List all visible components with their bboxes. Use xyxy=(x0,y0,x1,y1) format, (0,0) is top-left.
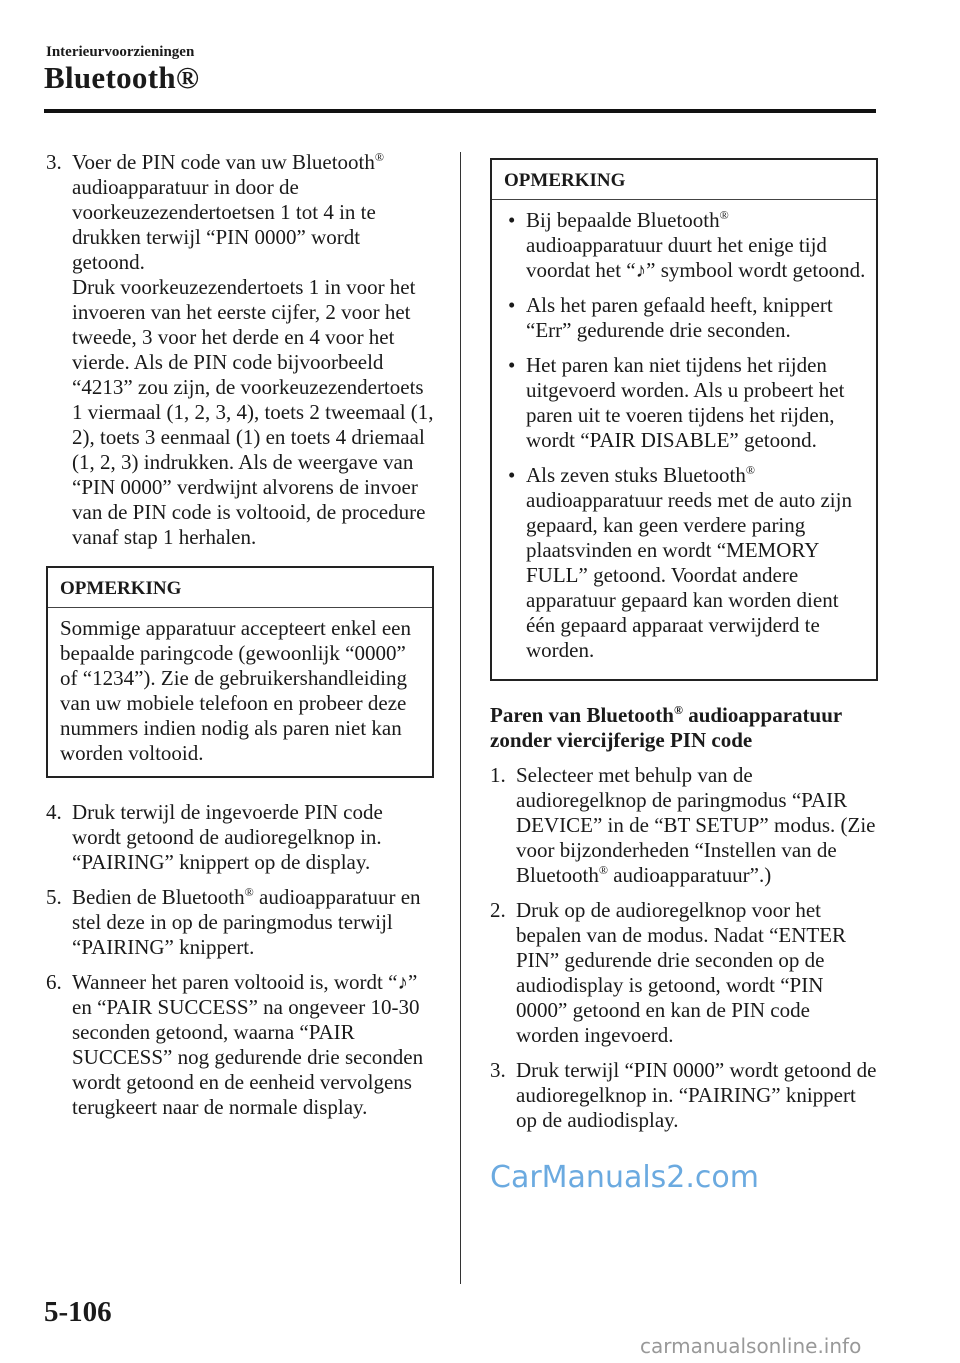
step-number: 5. xyxy=(46,885,62,909)
registered-mark: ® xyxy=(374,150,385,164)
column-divider xyxy=(460,152,461,1284)
note-bullets xyxy=(492,200,876,679)
step-text-continued: Druk voorkeuzezendertoets 1 in voor het invoeren van het eerste cijfer, 2 voor het tweede, 3 voor het derde en 4 voor het vierde. Als de PIN code bijvoorbeeld “4213” zou zijn, de voorkeuzezendertoets 1 viermaal (1, 2, 3, 4), toets 2 tweemaal (1, 2), toets 3 eenmaal (1) en toets 4 driemaal (1, 2, 3) indrukken. Als de weergave van “PIN 0000” verdwijnt alvorens de invoer van de PIN code is voltooid, de procedure vanaf stap 1 herhalen. xyxy=(72,275,434,549)
page-title: Bluetooth® xyxy=(44,60,200,95)
section-label: Interieurvoorzieningen xyxy=(46,44,195,60)
step-2 xyxy=(490,898,878,1048)
step-number: 3. xyxy=(490,1058,506,1082)
header-rule xyxy=(44,109,876,113)
step-number: 2. xyxy=(490,898,506,922)
note-heading: OPMERKING xyxy=(48,568,432,608)
note-body: Sommige apparatuur accepteert enkel een bepaalde paringcode (gewoonlijk “0000” of “1234”). Zie de gebruikershandleiding van uw mobiele telefoon en probeer deze nummers indien nodig als paren niet kan worden voltooid. xyxy=(60,616,411,765)
step-3 xyxy=(46,150,434,550)
registered-mark: ® xyxy=(244,885,254,899)
registered-mark: ® xyxy=(598,863,608,877)
bluetooth-audio-icon: ♪ xyxy=(635,258,647,282)
bullet-item: • Het paren kan niet tijdens het rijden uitgevoerd worden. Als u probeert het paren uit te voeren tijdens het rijden, wordt “PAIR DISABLE” getoond. xyxy=(508,353,845,452)
step-number: 3. xyxy=(46,150,62,174)
step-number: 4. xyxy=(46,800,62,824)
step-number: 1. xyxy=(490,763,506,787)
subsection-heading: Paren van Bluetooth® audioapparatuur zonder viercijferige PIN code xyxy=(490,703,842,752)
bullet-item: • Bij bepaalde Bluetooth® audioapparatuur duurt het enige tijd voordat het “♪” symbool wordt getoond. xyxy=(508,208,866,282)
step-3 xyxy=(490,1058,878,1133)
note-heading: OPMERKING xyxy=(492,160,876,200)
step-6 xyxy=(46,970,434,1120)
footer-watermark: carmanualsonline.info xyxy=(640,1334,862,1358)
bluetooth-audio-icon: ♪ xyxy=(397,970,408,994)
note-box xyxy=(46,566,434,778)
registered-mark: ® xyxy=(673,703,683,717)
bullet-item: • Als zeven stuks Bluetooth® audioapparatuur reeds met de auto zijn gepaard, kan geen verdere paring plaatsvinden en wordt “MEMORY FULL” getoond. Voordat andere apparatuur gepaard kan worden dient één gepaard apparaat verwijderd te worden. xyxy=(508,463,852,662)
page-number: 5-106 xyxy=(44,1296,112,1328)
step-text: Wanneer het paren voltooid is, wordt “♪” en “PAIR SUCCESS” na ongeveer 10-30 seconden getoond, waarna “PAIR SUCCESS” nog gedurende drie seconden wordt getoond en de eenheid vervolgens terugkeert naar de normale display. xyxy=(72,970,424,1119)
step-1 xyxy=(490,763,878,888)
registered-mark: ® xyxy=(745,463,756,477)
bullet-item: • Als het paren gefaald heeft, knippert “Err” gedurende drie seconden. xyxy=(508,293,833,342)
registered-mark: ® xyxy=(719,208,729,222)
watermark: CarManuals2.com xyxy=(490,1160,760,1195)
step-text: Selecteer met behulp van de audioregelknop de paringmodus “PAIR DEVICE” in de “BT SETUP” modus. (Zie voor bijzonderheden “Instellen van de Bluetooth® audioapparatuur”.) xyxy=(516,763,876,887)
step-text: Bedien de Bluetooth® audioapparatuur en stel deze in op de paringmodus terwijl “PAIRING” knippert. xyxy=(72,885,421,959)
step-text: Druk terwijl de ingevoerde PIN code wordt getoond de audioregelknop in. “PAIRING” knippert op de display. xyxy=(72,800,383,874)
step-number: 6. xyxy=(46,970,62,994)
left-column xyxy=(46,150,434,1130)
right-column xyxy=(490,150,878,1143)
step-text: Druk terwijl “PIN 0000” wordt getoond de audioregelknop in. “PAIRING” knippert op de audiodisplay. xyxy=(516,1058,877,1132)
note-box xyxy=(490,158,878,681)
step-5 xyxy=(46,885,434,960)
step-text: Voer de PIN code van uw Bluetooth® audioapparatuur in door de voorkeuzezendertoetsen 1 tot 4 in te drukken terwijl “PIN 0000” wordt getoond. xyxy=(72,150,385,274)
step-text: Druk op de audioregelknop voor het bepalen van de modus. Nadat “ENTER PIN” gedurende drie seconden op de audiodisplay is getoond, wordt “PIN 0000” getoond en kan de PIN code worden ingevoerd. xyxy=(516,898,847,1047)
step-4 xyxy=(46,800,434,875)
